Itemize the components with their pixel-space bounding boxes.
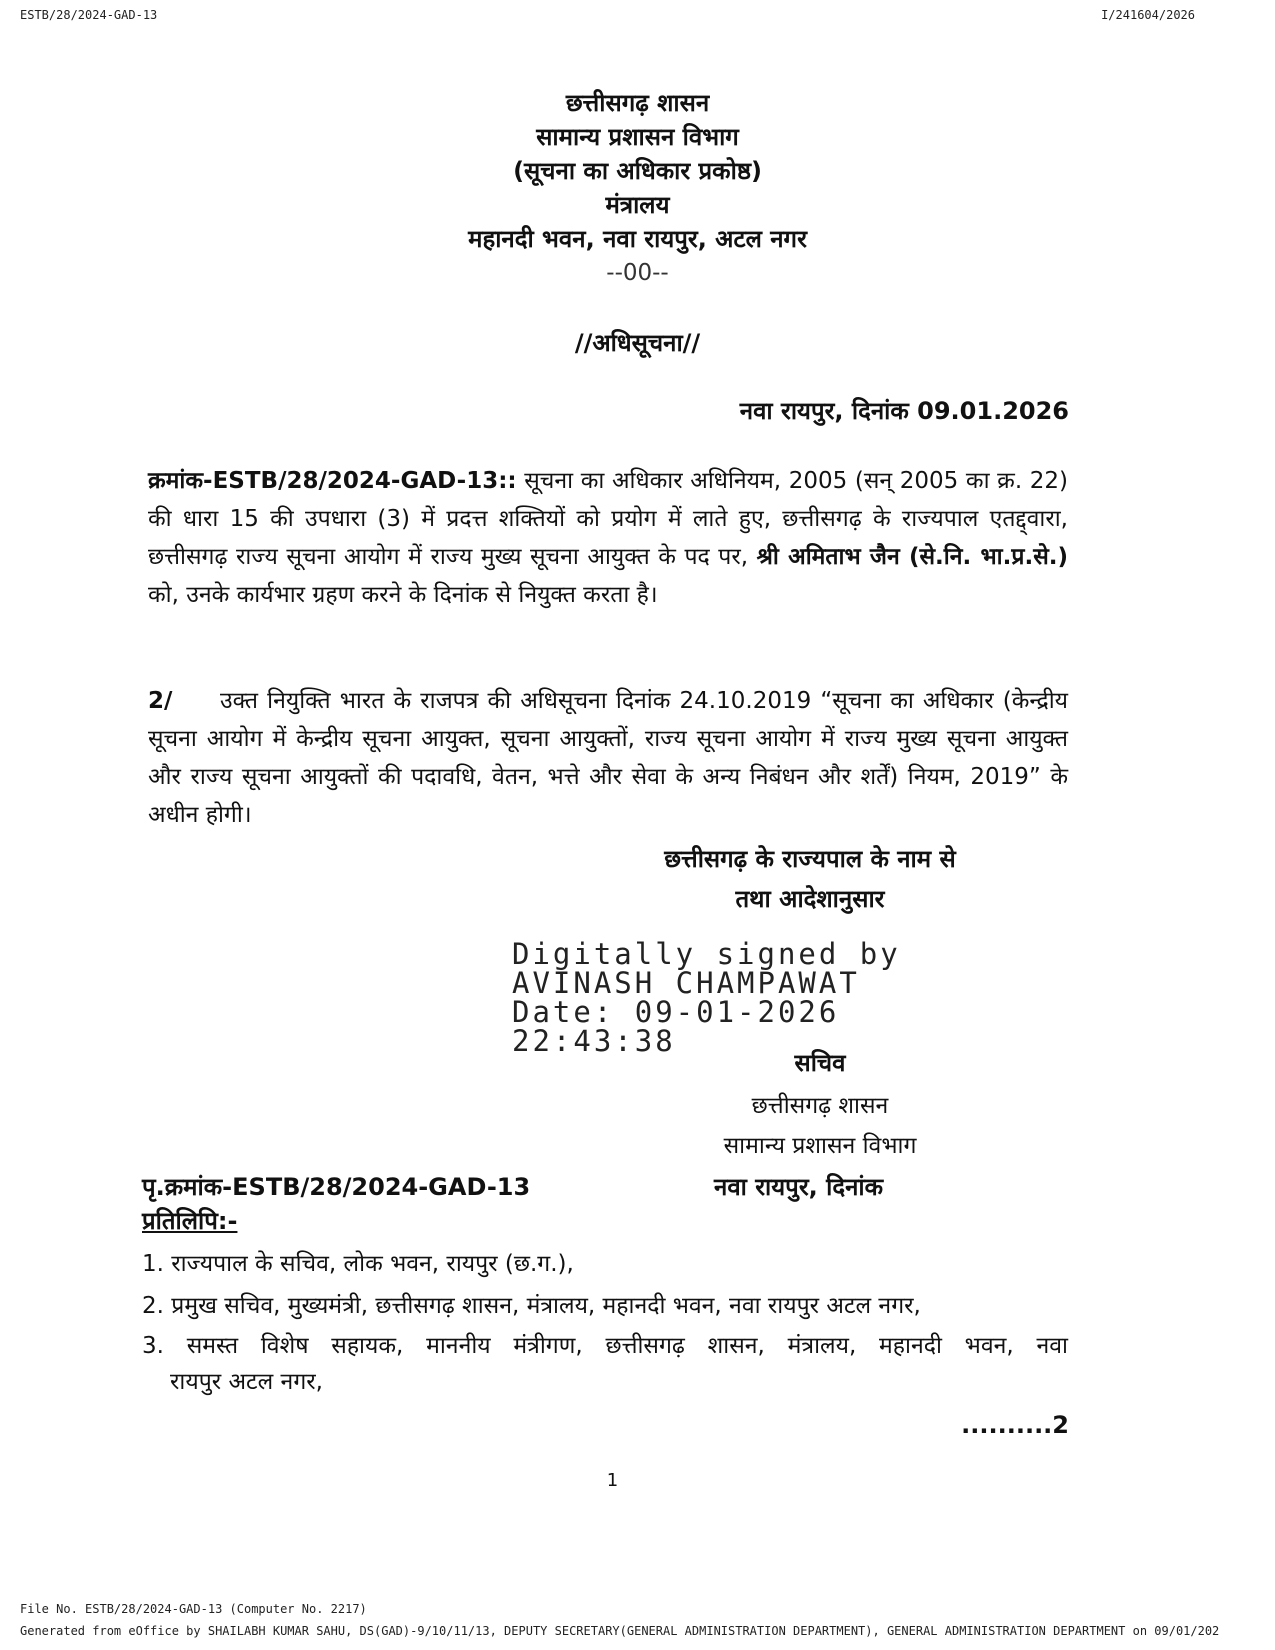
signature-line-3: Date: 09-01-2026	[512, 995, 840, 1029]
paragraph-1	[148, 462, 1068, 614]
signature-line-4: 22:43:38	[512, 1024, 676, 1058]
signatory-designation: सचिव	[794, 1049, 846, 1077]
signature-line-1: Digitally signed by	[512, 937, 901, 971]
letterhead-address: महानदी भवन, नवा रायपुर, अटल नगर	[468, 225, 807, 253]
endorsement-place-date: नवा रायपुर, दिनांक	[714, 1173, 884, 1201]
header-receipt-number: I/241604/2026	[1101, 8, 1195, 22]
letterhead-ministry: मंत्रालय	[605, 191, 670, 219]
letterhead-separator: --00--	[606, 260, 669, 286]
copy-item: 2. प्रमुख सचिव, मुख्यमंत्री, छत्तीसगढ़ शासन, मंत्रालय, महानदी भवन, नवा रायपुर अटल नगर,	[142, 1293, 921, 1319]
letterhead-department: सामान्य प्रशासन विभाग	[536, 123, 739, 151]
paragraph-2-text: उक्त नियुक्ति भारत के राजपत्र की अधिसूचना दिनांक 24.10.2019 “सूचना का अधिकार (केन्द्रीय सूचना आयोग में केन्द्रीय सूचना आयुक्त, सूचना आयुक्तों, राज्य सूचना आयोग में राज्य मुख्य सूचना आयुक्त और राज्य सूचना आयुक्तों की पदावधि, वेतन, भत्ते और सेवा के अन्य निबंधन और शर्तें) नियम, 2019” के अधीन होगी।	[148, 688, 1068, 828]
copy-item: 3. समस्त विशेष सहायक, माननीय मंत्रीगण, छत्तीसगढ़ शासन, मंत्रालय, महानदी भवन, नवा	[142, 1333, 1068, 1359]
page-number: 1	[606, 1470, 619, 1491]
signatory-org-2: सामान्य प्रशासन विभाग	[723, 1133, 917, 1159]
notice-title: //अधिसूचना//	[574, 329, 701, 357]
digital-signature	[512, 937, 901, 1058]
footer-file-number: File No. ESTB/28/2024-GAD-13 (Computer No. 2217)	[20, 1602, 367, 1616]
signatory-org-1: छत्तीसगढ़ शासन	[751, 1093, 889, 1119]
copy-item-continued: रायपुर अटल नगर,	[170, 1369, 323, 1395]
letterhead	[0, 86, 1275, 290]
place-date: नवा रायपुर, दिनांक 09.01.2026	[739, 397, 1069, 425]
footer-generated-by: Generated from eOffice by SHAILABH KUMAR SAHU, DS(GAD)-9/10/11/13, DEPUTY SECRETARY(GENERAL ADMINISTRATION DEPARTMENT), GENERAL ADMINISTRATION DEPARTMENT on 09/01/202	[20, 1624, 1220, 1638]
authority-line-2: तथा आदेशानुसार	[735, 885, 885, 913]
letterhead-government: छत्तीसगढ़ शासन	[565, 89, 710, 117]
header-file-reference: ESTB/28/2024-GAD-13	[20, 8, 158, 22]
endorsement-reference: पृ.क्रमांक-ESTB/28/2024-GAD-13	[142, 1173, 531, 1201]
letterhead-cell: (सूचना का अधिकार प्रकोष्ठ)	[513, 157, 762, 185]
continuation-marker: ..........2	[961, 1411, 1069, 1439]
order-reference: क्रमांक-ESTB/28/2024-GAD-13::	[148, 468, 517, 494]
paragraph-1-text-a: सूचना का अधिकार अधिनियम, 2005 (सन् 2005 का क्र. 22) की धारा 15 की उपधारा (3) में प्रदत्त शक्तियों को प्रयोग में लाते हुए, छत्तीसगढ़ के राज्यपाल एतद्द्वारा, छत्तीसगढ़ राज्य सूचना आयोग में राज्य मुख्य सूचना आयुक्त के पद पर,	[148, 468, 1068, 570]
paragraph-2	[148, 682, 1068, 834]
appointee-name: श्री अमिताभ जैन (से.नि. भा.प्र.से.)	[756, 544, 1068, 570]
paragraph-2-number: 2/	[148, 688, 173, 714]
paragraph-1-text-b: को, उनके कार्यभार ग्रहण करने के दिनांक से नियुक्त करता है।	[148, 582, 658, 608]
signature-line-2: AVINASH CHAMPAWAT	[512, 966, 860, 1000]
copy-heading: प्रतिलिपि:-	[142, 1207, 238, 1235]
authority-line-1: छत्तीसगढ़ के राज्यपाल के नाम से	[664, 845, 956, 873]
copy-item: 1. राज्यपाल के सचिव, लोक भवन, रायपुर (छ.ग.),	[142, 1251, 574, 1277]
